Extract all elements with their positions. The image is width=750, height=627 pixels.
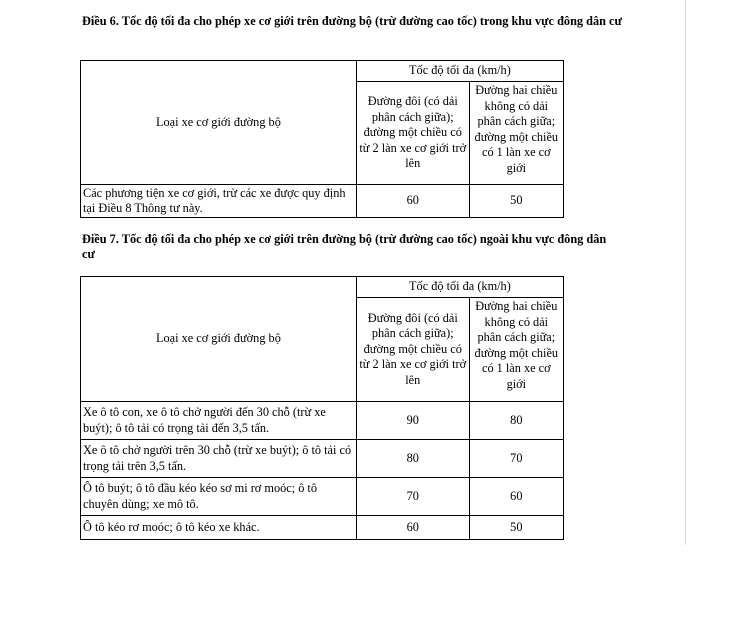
divided-road-header: Đường đôi (có dải phân cách giữa); đường một chiều có từ 2 làn xe cơ giới trở lên [356,298,469,402]
divided-speed-cell: 70 [356,478,469,516]
vehicle-type-header: Loại xe cơ giới đường bộ [81,277,357,402]
max-speed-header: Tốc độ tối đa (km/h) [356,277,563,298]
max-speed-header: Tốc độ tối đa (km/h) [356,61,563,82]
vehicle-cell: Ô tô buýt; ô tô đầu kéo kéo sơ mi rơ moóc; ô tô chuyên dùng; xe mô tô. [81,478,357,516]
undivided-road-header: Đường hai chiều không có dải phân cách giữa; đường một chiều có 1 làn xe cơ giới [469,298,563,402]
article-6-speed-table [80,60,564,218]
table-row [81,440,564,478]
undivided-road-header: Đường hai chiều không có dải phân cách giữa; đường một chiều có 1 làn xe cơ giới [469,82,563,185]
vehicle-cell: Ô tô kéo rơ moóc; ô tô kéo xe khác. [81,516,357,540]
undivided-speed-cell: 50 [469,516,563,540]
vehicle-type-header: Loại xe cơ giới đường bộ [81,61,357,185]
table-row [81,478,564,516]
undivided-speed-cell: 80 [469,402,563,440]
undivided-speed-cell: 70 [469,440,563,478]
vehicle-cell: Các phương tiện xe cơ giới, trừ các xe được quy định tại Điều 8 Thông tư này. [81,185,357,218]
article-7-heading: Điều 7. Tốc độ tối đa cho phép xe cơ giới trên đường bộ (trừ đường cao tốc) ngoài khu vực đông dân cư [82,232,607,261]
divided-speed-cell: 60 [356,185,469,218]
divided-speed-cell: 80 [356,440,469,478]
undivided-speed-cell: 60 [469,478,563,516]
table-row [81,185,564,218]
divided-road-header: Đường đôi (có dải phân cách giữa); đường một chiều có từ 2 làn xe cơ giới trở lên [356,82,469,185]
article-7-speed-table [80,276,564,540]
vehicle-cell: Xe ô tô chở người trên 30 chỗ (trừ xe buýt); ô tô tải có trọng tải trên 3,5 tấn. [81,440,357,478]
page-edge-divider [685,0,686,545]
table-row [81,516,564,540]
undivided-speed-cell: 50 [469,185,563,218]
article-6-heading: Điều 6. Tốc độ tối đa cho phép xe cơ giới trên đường bộ (trừ đường cao tốc) trong khu vực đông dân cư [82,14,622,28]
divided-speed-cell: 60 [356,516,469,540]
divided-speed-cell: 90 [356,402,469,440]
vehicle-cell: Xe ô tô con, xe ô tô chở người đến 30 chỗ (trừ xe buýt); ô tô tải có trọng tải đến 3,5 tấn. [81,402,357,440]
table-row [81,402,564,440]
